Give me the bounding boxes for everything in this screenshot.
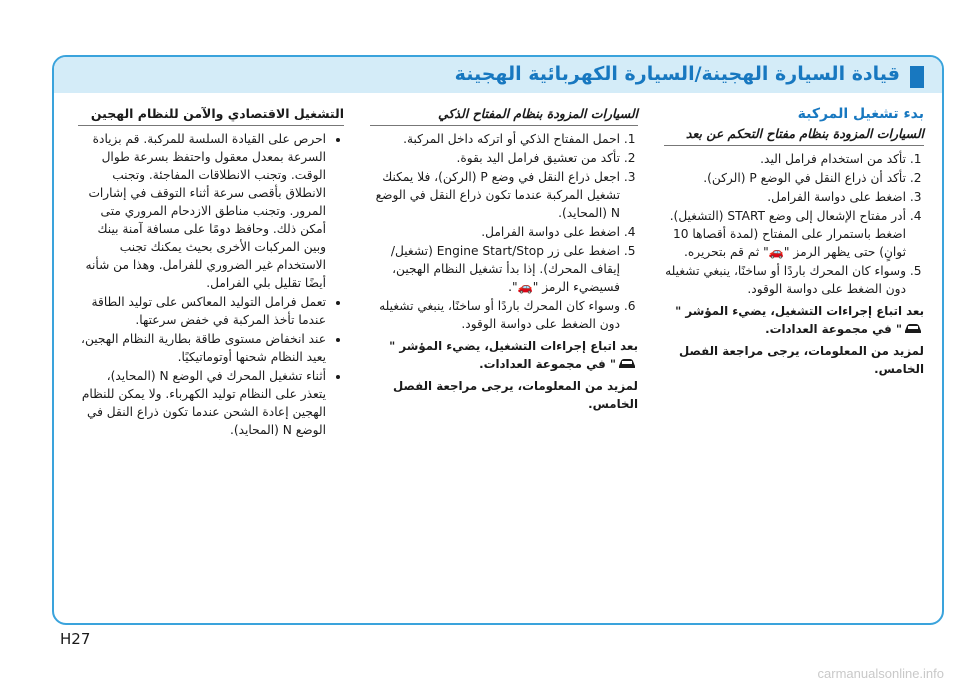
list-item: • عند انخفاض مستوى طاقة بطارية النظام الهجين، يعيد النظام شحنها أوتوماتيكيًا. [78,330,326,366]
section-title-start: بدء تشغيل المركبة [797,106,924,122]
list-item: 1. احمل المفتاح الذكي أو اتركه داخل المركبة. [370,130,620,148]
list-item: 3. اضغط على دواسة الفرامل. [664,188,906,206]
ready-indicator-note [664,302,924,338]
list-item: 5. اضغط على زر Engine Start/Stop (تشغيل/إيقاف المحرك). إذا بدأ تشغيل النظام الهجين، فسيضيء الرمز "🚗". [370,242,620,296]
note-prefix: بعد اتباع إجراءات التشغيل، يضيء المؤشر " [389,339,638,353]
subtitle-smart-key: السيارات المزودة بنظام المفتاح الذكي [370,105,638,126]
title-bar [54,57,942,93]
note-suffix: " في مجموعة العدادات. [479,357,616,371]
chapter-reference: لمزيد من المعلومات، يرجى مراجعة الفصل الخامس. [678,344,924,376]
list-item: 1. تأكد من استخدام فرامل اليد. [664,150,906,168]
page-frame [52,55,944,625]
watermark: carmanualsonline.info [817,666,944,681]
page-title: قيادة السيارة الهجينة/السيارة الكهربائية الهجينة [454,63,900,85]
start-steps-smart [370,130,638,333]
list-item: 4. اضغط على دواسة الفرامل. [370,223,620,241]
note-suffix: " في مجموعة العدادات. [765,322,902,336]
column-eco-operation [78,105,344,440]
list-item: 3. اجعل ذراع النقل في وضع P (الركن)، فلا يمكنك تشغيل المركبة عندما تكون ذراع النقل في الوضع N (المحايد). [370,168,620,222]
list-item: • تعمل فرامل التوليد المعاكس على توليد الطاقة عندما تأخذ المركبة في خفض سرعتها. [78,293,326,329]
car-ready-icon [902,322,924,335]
subtitle-remote-key: السيارات المزودة بنظام مفتاح التحكم عن بعد [664,125,924,146]
list-item: 5. وسواء كان المحرك باردًا أو ساخنًا، ينبغي تشغيله دون الضغط على دواسة الوقود. [664,262,906,298]
list-item: 2. تأكد من تعشيق فرامل اليد بقوة. [370,149,620,167]
note-prefix: بعد اتباع إجراءات التشغيل، يضيء المؤشر " [675,304,924,318]
chapter-reference: لمزيد من المعلومات، يرجى مراجعة الفصل الخامس. [392,379,638,411]
subtitle-eco-operation: التشغيل الاقتصادي والآمن للنظام الهجين [78,105,344,126]
ready-indicator-note [370,337,638,373]
car-ready-icon [616,357,638,370]
list-item: 6. وسواء كان المحرك باردًا أو ساخنًا، ينبغي تشغيله دون الضغط على دواسة الوقود. [370,297,620,333]
page-number: H27 [60,630,91,648]
list-item: • أثناء تشغيل المحرك في الوضع N (المحايد)، يتعذر على النظام توليد الكهرباء. ولا يمكن للنظام الهجين إعادة الشحن عندما تكون ذراع النقل في الوضع N (المحايد). [78,367,326,439]
column-smart-key [370,105,638,413]
list-item: 4. أدر مفتاح الإشعال إلى وضع START (التشغيل). اضغط باستمرار على المفتاح (لمدة أقصاها 10 ثوانٍ) حتى يظهر الرمز "🚗" ثم قم بتحريره. [664,207,906,261]
list-item: • احرص على القيادة السلسة للمركبة. قم بزيادة السرعة بمعدل معقول واحتفظ بسرعة طوال الوقت. وتجنب الانطلاقات المفاجئة. وتجنب الانطلاق بأقصى سرعة أثناء التوقف في إشارات المرور. وتجنب مناطق الازدحام المروري متى أمكن ذلك. وحافظ دومًا على مسافة آمنة بينك وبين المركبات الأخرى بحيث يمكنك تجنب الاستخدام غير الضروري للفرامل. وهذا من شأنه أيضًا تقليل بلي الفرامل. [78,130,326,292]
list-item: 2. تأكد أن ذراع النقل في الوضع P (الركن). [664,169,906,187]
start-steps-remote [664,150,924,298]
column-start-vehicle [664,105,924,378]
eco-bullets [78,130,344,439]
title-accent-block [910,66,924,88]
